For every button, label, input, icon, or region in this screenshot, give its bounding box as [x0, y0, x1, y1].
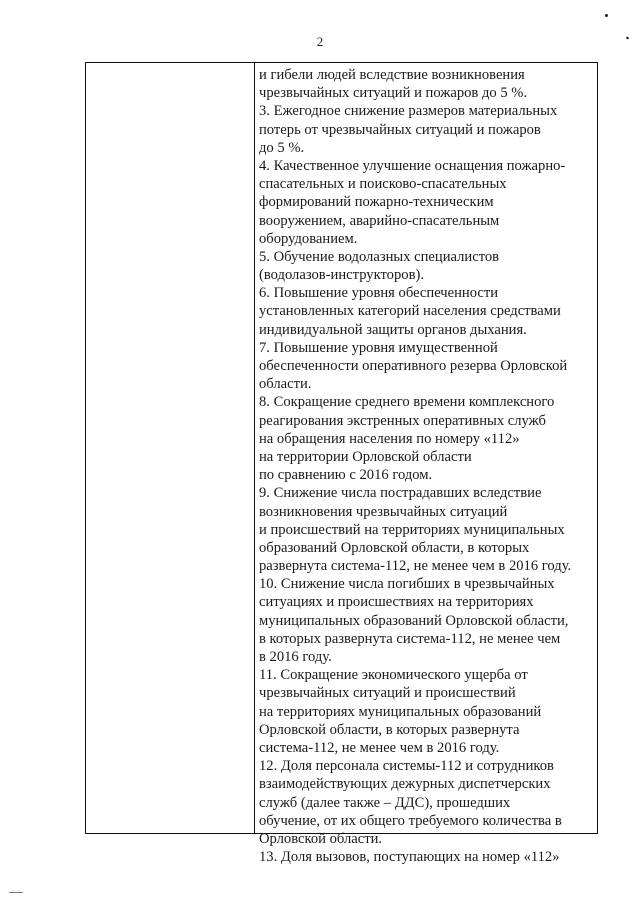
text-line: на обращения населения по номеру «112»	[259, 430, 520, 447]
text-line: 3. Ежегодное снижение размеров материальных	[259, 103, 558, 120]
text-line: области.	[259, 376, 312, 393]
text-line: (водолазов-инструкторов).	[259, 267, 424, 284]
text-line: 12. Доля персонала системы-112 и сотрудников	[259, 758, 554, 775]
page-number: 2	[316, 34, 324, 49]
text-line: на территориях муниципальных образований	[259, 703, 542, 720]
text-line: 11. Сокращение экономического ущерба от	[259, 667, 528, 684]
text-line: на территории Орловской области	[259, 448, 472, 465]
scan-speck	[9, 892, 23, 893]
text-line: 5. Обучение водолазных специалистов	[259, 248, 500, 265]
text-line: и происшествий на территориях муниципальных	[259, 521, 565, 538]
text-line: реагирования экстренных оперативных служб	[259, 412, 546, 429]
text-line: 4. Качественное улучшение оснащения пожарно-	[259, 157, 566, 174]
text-line: индивидуальной защиты органов дыхания.	[259, 321, 527, 338]
text-line: образований Орловской области, в которых	[259, 539, 530, 556]
text-line: вооружением, аварийно-спасательным	[259, 212, 500, 229]
text-line: 9. Снижение числа пострадавших вследствие	[259, 485, 542, 502]
text-line: 8. Сокращение среднего времени комплексного	[259, 394, 555, 411]
text-line: 13. Доля вызовов, поступающих на номер «112»	[259, 849, 560, 866]
text-line: возникновения чрезвычайных ситуаций	[259, 503, 508, 520]
text-line: до 5 %.	[259, 139, 305, 156]
text-line: оборудованием.	[259, 230, 358, 247]
text-line: формирований пожарно-техническим	[259, 194, 494, 211]
text-line: в 2016 году.	[259, 649, 332, 665]
text-line: развернута система-112, не менее чем в 2016 году.	[259, 558, 572, 575]
text-line: Орловской области.	[259, 830, 383, 847]
text-line: обеспеченности оперативного резерва Орловской	[259, 358, 568, 374]
text-line: потерь от чрезвычайных ситуаций и пожаров	[259, 121, 541, 138]
text-line: установленных категорий населения средствами	[259, 303, 561, 320]
text-line: по сравнению с 2016 годом.	[259, 467, 433, 484]
column-divider	[254, 63, 255, 833]
text-line: чрезвычайных ситуаций и происшествий	[259, 685, 516, 702]
text-line: служб (далее также – ДДС), прошедших	[259, 794, 511, 811]
text-line: 6. Повышение уровня обеспеченности	[259, 285, 499, 302]
text-line: и гибели людей вследствие возникновения	[259, 67, 525, 83]
text-line: система-112, не менее чем в 2016 году.	[259, 739, 500, 756]
text-line: спасательных и поисково-спасательных	[259, 176, 507, 193]
text-line: взаимодействующих дежурных диспетчерских	[259, 776, 551, 793]
text-line: 10. Снижение числа погибших в чрезвычайных	[259, 576, 555, 593]
text-line: обучение, от их общего требуемого количества в	[259, 812, 562, 829]
table-left-cell	[86, 63, 254, 833]
text-line: в которых развернута система-112, не менее чем	[259, 630, 561, 647]
scan-speck	[605, 14, 608, 17]
text-line: 7. Повышение уровня имущественной	[259, 339, 498, 356]
text-line: Орловской области, в которых развернута	[259, 721, 520, 738]
text-line: муниципальных образований Орловской области,	[259, 612, 569, 629]
text-line: ситуациях и происшествиях на территориях	[259, 594, 534, 611]
document-table	[85, 62, 598, 866]
table-right-cell	[259, 66, 595, 866]
text-line: чрезвычайных ситуаций и пожаров до 5 %.	[259, 85, 528, 102]
